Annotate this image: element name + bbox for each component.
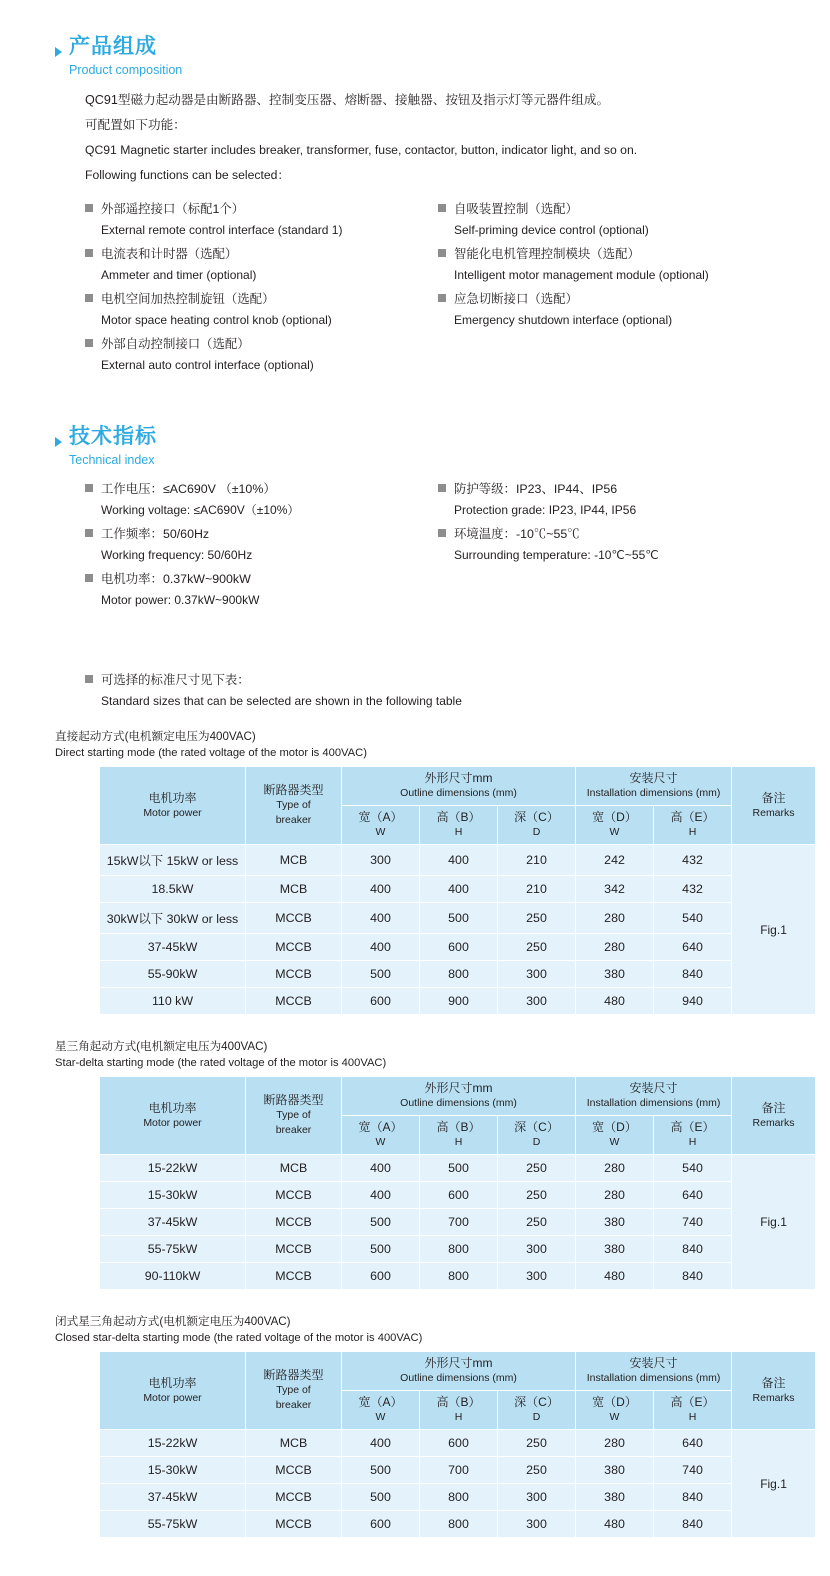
cell-a: 500 [342,1484,420,1511]
cell-a: 500 [342,1236,420,1263]
subheader-width-a: 宽（A） W [342,1116,420,1155]
cell-breaker: MCCB [246,1209,342,1236]
cell-motor-power: 18.5kW [100,876,246,903]
subheader-depth-c: 深（C） D [498,1116,576,1155]
cell-b: 700 [420,1457,498,1484]
cell-d: 380 [576,1457,654,1484]
spec-table [99,1351,816,1538]
table-row [100,934,816,961]
table-row [100,845,816,876]
cell-c: 300 [498,988,576,1015]
cell-a: 400 [342,876,420,903]
cell-remarks: Fig.1 [732,1155,816,1290]
cell-d: 280 [576,934,654,961]
option-label-cn: 智能化电机管理控制模块（选配） [454,247,640,261]
cell-motor-power: 30kW以下 30kW or less [100,903,246,934]
table-row [100,1430,816,1457]
tech-label-en: Motor power: 0.37kW~900kW [101,593,260,607]
cell-a: 600 [342,988,420,1015]
header-remarks [732,767,816,845]
cell-e: 840 [654,1236,732,1263]
cell-c: 300 [498,1236,576,1263]
cell-e: 640 [654,1182,732,1209]
cell-breaker: MCCB [246,1236,342,1263]
cell-motor-power: 15kW以下 15kW or less [100,845,246,876]
table-row [100,1511,816,1538]
table-row [100,876,816,903]
option-label-en: External auto control interface (optional) [101,358,314,372]
table-header-row [100,1352,816,1391]
table-caption-en: Star-delta starting mode (the rated voltage of the motor is 400VAC) [55,1057,387,1069]
tech-label-cn: 电机功率：0.37kW~900kW [101,572,251,586]
cell-d: 242 [576,845,654,876]
cell-c: 250 [498,1457,576,1484]
cell-d: 480 [576,1511,654,1538]
table-row [100,1155,816,1182]
subheader-depth-c: 深（C） D [498,1391,576,1430]
table-row [100,1263,816,1290]
option-label-en: Intelligent motor management module (optional) [454,268,709,282]
square-bullet-icon [85,529,93,537]
cell-b: 800 [420,1511,498,1538]
cell-motor-power: 55-75kW [100,1511,246,1538]
subheader-height-b: 高（B） H [420,806,498,845]
header-motor-power [100,767,246,845]
header-motor-power-en: Motor power [143,806,202,819]
list-item [438,198,775,241]
cell-motor-power: 37-45kW [100,1209,246,1236]
square-bullet-icon [85,484,93,492]
cell-a: 400 [342,903,420,934]
cell-b: 600 [420,1430,498,1457]
subheader-height-e: 高（E） H [654,1116,732,1155]
cell-breaker: MCB [246,1430,342,1457]
table-row [100,1457,816,1484]
cell-motor-power: 15-22kW [100,1155,246,1182]
cell-motor-power: 110 kW [100,988,246,1015]
cell-b: 400 [420,876,498,903]
list-item [85,478,430,521]
cell-b: 600 [420,934,498,961]
header-outline-cn: 外形尺寸mm [424,771,493,785]
tech-label-cn: 防护等级：IP23、IP44、IP56 [454,482,618,496]
cell-motor-power: 15-30kW [100,1457,246,1484]
cell-a: 500 [342,1209,420,1236]
standard-sizes-note [85,669,775,711]
cell-breaker: MCCB [246,961,342,988]
square-bullet-icon [438,249,446,257]
subheader-height-b: 高（B） H [420,1116,498,1155]
header-installation-dimensions: 安装尺寸 Installation dimensions (mm) [576,1352,732,1391]
cell-motor-power: 15-22kW [100,1430,246,1457]
list-item [85,568,430,611]
cell-e: 840 [654,1263,732,1290]
cell-breaker: MCCB [246,903,342,934]
tech-label-en: Working voltage: ≤AC690V（±10%） [101,503,300,517]
cell-b: 500 [420,903,498,934]
option-label-en: Ammeter and timer (optional) [101,268,257,282]
cell-breaker: MCCB [246,934,342,961]
subheader-width-d: 宽（D） W [576,1391,654,1430]
section-heading-technical-index [55,424,775,450]
cell-b: 800 [420,961,498,988]
table-caption-en: Direct starting mode (the rated voltage of the motor is 400VAC) [55,747,367,759]
cell-a: 600 [342,1511,420,1538]
cell-breaker: MCCB [246,1263,342,1290]
subheader-width-d: 宽（D） W [576,1116,654,1155]
header-breaker-type [246,767,342,845]
square-bullet-icon [438,294,446,302]
table-caption-cn: 星三角起动方式(电机额定电压为400VAC) [55,1040,268,1053]
cell-a: 400 [342,934,420,961]
cell-d: 380 [576,1484,654,1511]
list-item [438,523,775,566]
cell-c: 250 [498,903,576,934]
cell-d: 342 [576,876,654,903]
square-bullet-icon [85,675,93,683]
table-row [100,1484,816,1511]
note-label-cn: 可选择的标准尺寸见下表： [101,673,250,687]
cell-b: 800 [420,1236,498,1263]
cell-e: 940 [654,988,732,1015]
cell-e: 840 [654,1511,732,1538]
list-item [85,243,430,286]
cell-c: 300 [498,1263,576,1290]
tech-label-cn: 工作电压：≤AC690V （±10%） [101,482,276,496]
product-options-right-column [430,198,775,378]
cell-b: 700 [420,1209,498,1236]
table-group-closed-star-delta [55,1314,795,1538]
cell-c: 210 [498,876,576,903]
option-label-en: External remote control interface (standard 1) [101,223,343,237]
table-row [100,1182,816,1209]
cell-c: 210 [498,845,576,876]
subheader-width-a: 宽（A） W [342,806,420,845]
cell-e: 840 [654,1484,732,1511]
square-bullet-icon [85,339,93,347]
cell-d: 280 [576,1155,654,1182]
subheader-height-e: 高（E） H [654,1391,732,1430]
option-label-en: Self-priming device control (optional) [454,223,649,237]
cell-c: 300 [498,1484,576,1511]
cell-d: 280 [576,1182,654,1209]
header-install-en: Installation dimensions (mm) [586,787,721,799]
square-bullet-icon [85,574,93,582]
header-remarks-en: Remarks [752,806,795,819]
cell-e: 840 [654,961,732,988]
cell-c: 250 [498,1155,576,1182]
cell-d: 480 [576,1263,654,1290]
section-title-cn: 产品组成 [69,35,157,58]
tech-label-cn: 环境温度：-10℃~55℃ [454,527,580,541]
cell-motor-power: 37-45kW [100,934,246,961]
cell-b: 800 [420,1263,498,1290]
list-item [438,478,775,521]
list-item [438,288,775,331]
cell-a: 600 [342,1263,420,1290]
triangle-bullet-icon [55,47,62,57]
section-title-cn: 技术指标 [69,425,157,448]
table-row [100,1209,816,1236]
header-outline-dimensions: 外形尺寸mm Outline dimensions (mm) [342,1077,576,1116]
cell-motor-power: 55-90kW [100,961,246,988]
cell-remarks: Fig.1 [732,1430,816,1538]
header-motor-power: 电机功率 Motor power [100,1077,246,1155]
option-label-cn: 外部自动控制接口（选配） [101,337,250,351]
spec-table [99,1076,816,1290]
cell-e: 432 [654,876,732,903]
cell-b: 600 [420,1182,498,1209]
tech-label-en: Surrounding temperature: -10℃~55℃ [454,548,659,562]
cell-a: 400 [342,1430,420,1457]
subheader-height-b: 高（B） H [420,1391,498,1430]
technical-index-left-column [85,478,430,613]
list-item [85,523,430,566]
tech-label-en: Protection grade: IP23, IP44, IP56 [454,503,637,517]
square-bullet-icon [438,204,446,212]
cell-a: 400 [342,1155,420,1182]
paragraph-en-2: Following functions can be selected： [85,168,290,182]
option-label-cn: 应急切断接口（选配） [454,292,578,306]
spec-table [99,766,816,1015]
header-remarks: 备注 Remarks [732,1352,816,1430]
cell-d: 280 [576,903,654,934]
tech-label-en: Working frequency: 50/60Hz [101,548,253,562]
cell-a: 500 [342,1457,420,1484]
cell-a: 300 [342,845,420,876]
table-header-row [100,767,816,806]
header-outline-dimensions: 外形尺寸mm Outline dimensions (mm) [342,1352,576,1391]
list-item [85,198,430,241]
cell-b: 900 [420,988,498,1015]
table-row [100,903,816,934]
paragraph-cn-1: QC91型磁力起动器是由断路器、控制变压器、熔断器、接触器、按钮及指示灯等元器件组成。 [85,93,610,107]
cell-c: 250 [498,1430,576,1457]
header-installation-dimensions: 安装尺寸 Installation dimensions (mm) [576,1077,732,1116]
paragraph-cn-2: 可配置如下功能： [85,118,186,132]
header-installation-dimensions [576,767,732,806]
cell-e: 640 [654,934,732,961]
option-label-en: Emergency shutdown interface (optional) [454,313,673,327]
cell-d: 280 [576,1430,654,1457]
cell-b: 400 [420,845,498,876]
table-row [100,988,816,1015]
header-motor-power: 电机功率 Motor power [100,1352,246,1430]
cell-e: 540 [654,1155,732,1182]
header-breaker-cn: 断路器类型 [263,783,324,797]
square-bullet-icon [85,249,93,257]
option-label-cn: 自吸装置控制（选配） [454,202,578,216]
cell-breaker: MCB [246,845,342,876]
tech-label-cn: 工作频率：50/60Hz [101,527,210,541]
cell-c: 250 [498,934,576,961]
header-remarks-cn: 备注 [761,790,786,805]
subheader-width-d: 宽（D） W [576,806,654,845]
subheader-depth-c: 深（C） D [498,806,576,845]
cell-a: 400 [342,1182,420,1209]
cell-breaker: MCCB [246,988,342,1015]
section-heading-product-composition [55,34,775,60]
header-remarks: 备注 Remarks [732,1077,816,1155]
cell-c: 250 [498,1182,576,1209]
table-row [100,961,816,988]
header-outline-en: Outline dimensions (mm) [400,787,517,799]
technical-index-list [85,478,775,613]
cell-motor-power: 90-110kW [100,1263,246,1290]
subheader-height-e: 高（E） H [654,806,732,845]
option-label-cn: 外部遥控接口（标配1个） [101,202,245,216]
table-group-direct-starting [55,729,795,1015]
header-breaker-en: Type of [276,799,311,811]
subheader-width-a: 宽（A） W [342,1391,420,1430]
header-motor-power-cn: 电机功率 [148,790,197,805]
cell-e: 540 [654,903,732,934]
header-outline-dimensions [342,767,576,806]
cell-b: 500 [420,1155,498,1182]
cell-d: 380 [576,961,654,988]
header-install-cn: 安装尺寸 [629,771,678,785]
option-label-cn: 电流表和计时器（选配） [101,247,238,261]
cell-a: 500 [342,961,420,988]
cell-motor-power: 37-45kW [100,1484,246,1511]
header-breaker-type: 断路器类型 Type of breaker [246,1077,342,1155]
square-bullet-icon [85,204,93,212]
list-item [85,288,430,331]
product-options-list [85,198,775,378]
cell-motor-power: 15-30kW [100,1182,246,1209]
square-bullet-icon [85,294,93,302]
triangle-bullet-icon [55,437,62,447]
cell-c: 300 [498,961,576,988]
table-caption-en: Closed star-delta starting mode (the rated voltage of the motor is 400VAC) [55,1332,423,1344]
cell-breaker: MCCB [246,1457,342,1484]
cell-breaker: MCCB [246,1484,342,1511]
cell-remarks: Fig.1 [732,845,816,1015]
cell-d: 380 [576,1209,654,1236]
section-title-en: Product composition [69,63,183,77]
cell-e: 740 [654,1209,732,1236]
square-bullet-icon [438,529,446,537]
table-group-star-delta [55,1039,795,1290]
table-row [100,1236,816,1263]
section-title-en: Technical index [69,453,155,467]
cell-e: 640 [654,1430,732,1457]
note-label-en: Standard sizes that can be selected are shown in the following table [101,694,462,708]
header-breaker-type: 断路器类型 Type of breaker [246,1352,342,1430]
cell-breaker: MCCB [246,1511,342,1538]
product-options-left-column [85,198,430,378]
list-item [438,243,775,286]
cell-breaker: MCB [246,1155,342,1182]
cell-b: 800 [420,1484,498,1511]
cell-d: 380 [576,1236,654,1263]
list-item [85,333,430,376]
cell-e: 740 [654,1457,732,1484]
option-label-cn: 电机空间加热控制旋钮（选配） [101,292,275,306]
cell-breaker: MCB [246,876,342,903]
cell-c: 250 [498,1209,576,1236]
table-header-row [100,1077,816,1116]
cell-e: 432 [654,845,732,876]
square-bullet-icon [438,484,446,492]
paragraph-en-1: QC91 Magnetic starter includes breaker, transformer, fuse, contactor, button, indicator light, and so on. [85,143,638,157]
table-caption-cn: 闭式星三角起动方式(电机额定电压为400VAC) [55,1315,291,1328]
product-composition-paragraphs [85,88,775,188]
cell-motor-power: 55-75kW [100,1236,246,1263]
header-breaker-en2: breaker [275,814,312,826]
cell-d: 480 [576,988,654,1015]
option-label-en: Motor space heating control knob (optional) [101,313,332,327]
cell-breaker: MCCB [246,1182,342,1209]
technical-index-right-column [430,478,775,613]
table-caption-cn: 直接起动方式(电机额定电压为400VAC) [55,730,256,743]
cell-c: 300 [498,1511,576,1538]
